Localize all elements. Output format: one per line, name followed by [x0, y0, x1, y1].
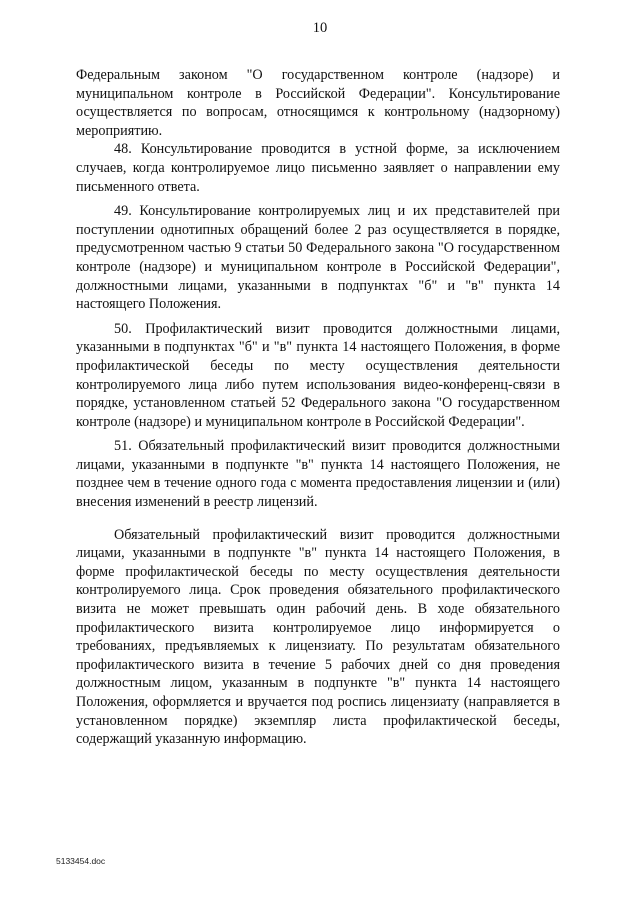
paragraph-continuation: Федеральным законом "О государственном контроле (надзоре) и муниципальном контроле в Российской Федерации". Консультирование осуществляется по вопросам, относящимся к контрольному (надзорному) мероприятию. [76, 67, 560, 139]
document-body [76, 66, 560, 749]
paragraph-51: 51. Обязательный профилактический визит проводится должностными лицами, указанными в подпункте "в" пункта 14 настоящего Положения, не позднее чем в течение одного года с момента предоставления лицензии и (или) внесения изменений в реестр лицензий. [76, 438, 560, 511]
paragraph-51-continuation: Обязательный профилактический визит проводится должностными лицами, указанными в подпункте "в" пункта 14 настоящего Положения, в форме профилактической беседы по месту осуществления деятельности контролируемого лица. Срок проведения обязательного профилактического визита не может превышать один рабочий день. В ходе обязательного профилактического визита контролируемое лицо информируется о требованиях, предъявляемых к лицензиату. По результатам обязательного профилактического визита в течение 5 рабочих дней со дня проведения должностным лицом, указанным в подпункте "в" пункта 14 настоящего Положения, оформляется и вручается под роспись лицензиату (направляется в установленном порядке) экземпляр листа профилактической беседы, содержащий указанную информацию. [76, 526, 560, 748]
page-number: 10 [312, 20, 328, 36]
file-reference: 5133454.doc [56, 856, 106, 866]
paragraph-50: 50. Профилактический визит проводится должностными лицами, указанными в подпунктах "б" и "в" пункта 14 настоящего Положения, в форме профилактической беседы по месту осуществления деятельности контролируемого лица либо путем использования видео-конференц-связи в порядке, установленном статьей 52 Федерального закона "О государственном контроле (надзоре) и муниципальном контроле в Российской Федерации". [76, 320, 560, 430]
paragraph-49: 49. Консультирование контролируемых лиц и их представителей при поступлении однотипных обращений более 2 раз осуществляется в порядке, предусмотренном частью 9 статьи 50 Федерального закона "О государственном контроле (надзоре) и муниципальном контроле в Российской Федерации", должностными лицами, указанными в подпунктах "б" и "в" пункта 14 настоящего Положения. [76, 203, 560, 313]
paragraph-48: 48. Консультирование проводится в устной форме, за исключением случаев, когда контролируемое лицо письменно заявляет о направлении ему письменного ответа. [76, 141, 560, 195]
